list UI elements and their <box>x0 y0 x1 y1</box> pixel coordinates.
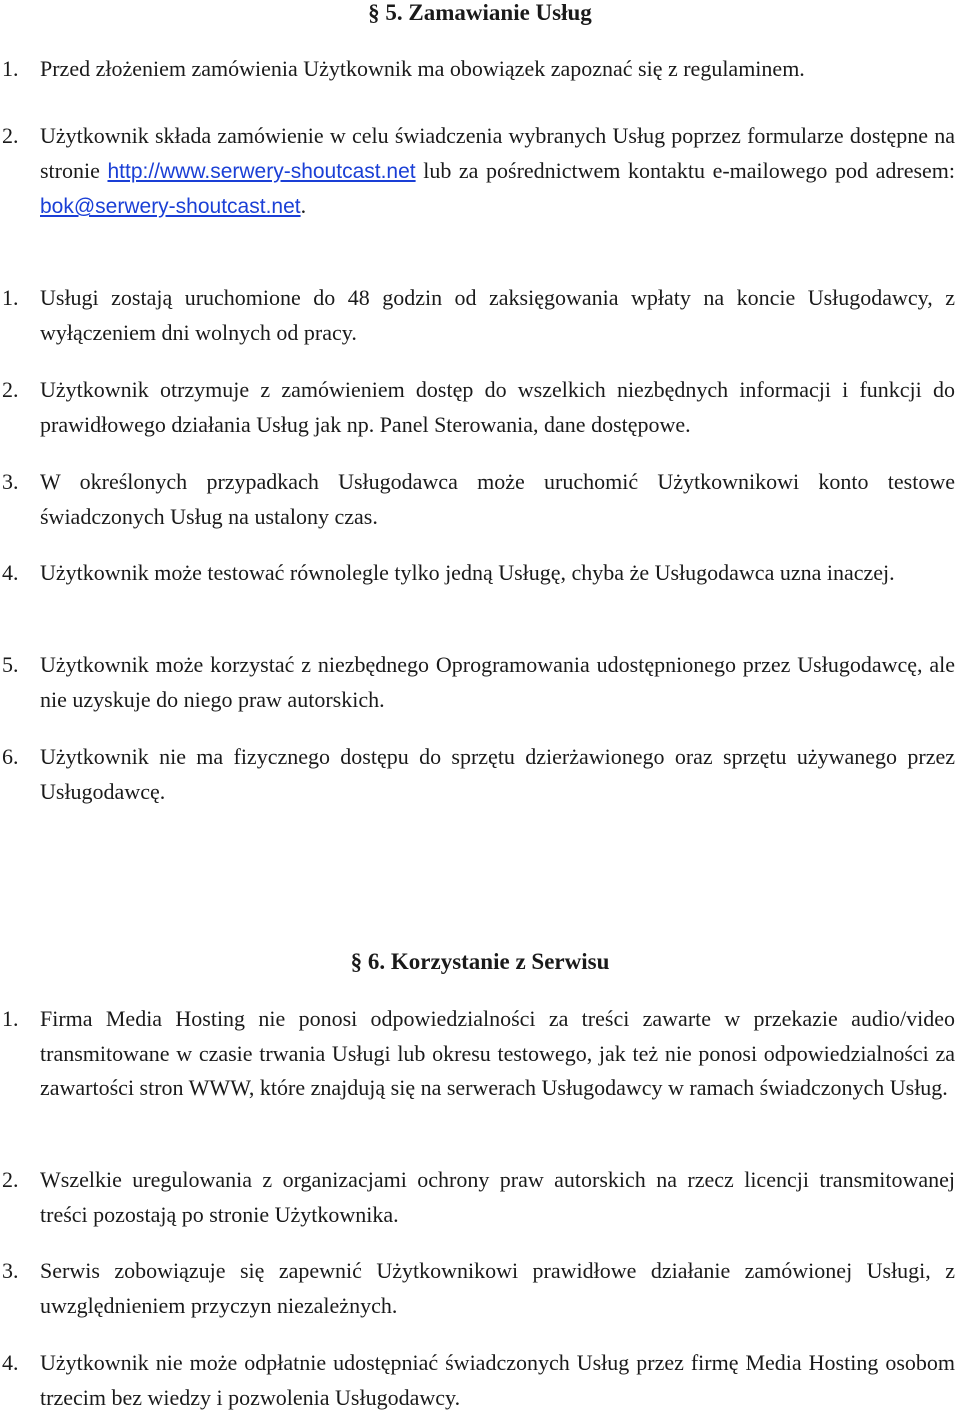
section-6-item-1 <box>0 1002 956 1106</box>
section-5-item-2 <box>0 119 956 225</box>
item-text: Użytkownik może korzystać z niezbędnego Oprogramowania udostępnionego przez Usługodawcę, ale nie uzyskuje do niego praw autorskich. <box>40 652 955 712</box>
item-number: 2. <box>2 123 19 148</box>
item-text-part: . <box>300 193 307 218</box>
section-6-item-4 <box>0 1346 956 1415</box>
section-5-title: § 5. Zamawianie Usług <box>368 0 592 25</box>
item-text: Użytkownik może testować równolegle tylko jedną Usługę, chyba że Usługodawca uzna inaczej. <box>40 560 895 585</box>
item-text: Przed złożeniem zamówienia Użytkownik ma obowiązek zapoznać się z regulaminem. <box>40 56 805 81</box>
item-number: 1. <box>2 285 19 310</box>
item-text: Użytkownik nie może odpłatnie udostępniać świadczonych Usług przez firmę Media Hosting osobom trzecim bez wiedzy i pozwolenia Usługodawcy. <box>40 1350 955 1410</box>
item-number: 2. <box>2 1167 19 1192</box>
section-5-item-5 <box>0 465 956 534</box>
section-5-item-1 <box>0 52 956 87</box>
website-link[interactable]: http://www.serwery-shoutcast.net <box>107 159 416 183</box>
section-5-item-6 <box>0 556 956 591</box>
item-text: Firma Media Hosting nie ponosi odpowiedzialności za treści zawarte w przekazie audio/video transmitowane w czasie trwania Usługi lub okresu testowego, jak też nie ponosi odpowiedzialności za zawartości stron WWW, które znajdują się na serwerach Usługodawcy w ramach świadczonych Usług. <box>40 1006 955 1100</box>
section-6-item-2 <box>0 1163 956 1232</box>
section-6-item-3 <box>0 1254 956 1323</box>
item-number: 1. <box>2 1006 19 1031</box>
item-number: 1. <box>2 56 19 81</box>
item-text: Serwis zobowiązuje się zapewnić Użytkownikowi prawidłowe działanie zamówionej Usługi, z uwzględnieniem przyczyn niezależnych. <box>40 1258 955 1318</box>
item-text-part: lub za pośrednictwem kontaktu e-mailowego pod adresem: <box>423 157 956 183</box>
item-number: 3. <box>2 1258 19 1283</box>
item-number: 6. <box>2 744 19 769</box>
item-text <box>40 119 955 225</box>
item-number: 4. <box>2 1350 19 1375</box>
item-text: Usługi zostają uruchomione do 48 godzin od zaksięgowania wpłaty na koncie Usługodawcy, z wyłączeniem dni wolnych od pracy. <box>40 285 955 345</box>
section-6-title: § 6. Korzystanie z Serwisu <box>350 949 610 974</box>
item-number: 4. <box>2 560 19 585</box>
section-5-item-4 <box>0 373 956 442</box>
email-link[interactable]: bok@serwery-shoutcast.net <box>40 195 301 218</box>
item-text: Użytkownik otrzymuje z zamówieniem dostęp do wszelkich niezbędnych informacji i funkcji do prawidłowego działania Usług jak np. Panel Sterowania, dane dostępowe. <box>40 377 955 437</box>
item-text: W określonych przypadkach Usługodawca może uruchomić Użytkownikowi konto testowe świadczonych Usług na ustalony czas. <box>40 469 955 529</box>
section-5-item-7 <box>0 648 956 717</box>
item-text-part: Użytkownik składa zamówienie w celu świadczenia wybranych Usług poprzez formularze dostępne na stronie <box>40 123 955 183</box>
item-text: Wszelkie uregulowania z organizacjami ochrony praw autorskich na rzecz licencji transmitowanej treści pozostają po stronie Użytkownika. <box>40 1167 955 1227</box>
item-number: 5. <box>2 652 19 677</box>
section-5-item-3 <box>0 281 956 350</box>
item-text: Użytkownik nie ma fizycznego dostępu do sprzętu dzierżawionego oraz sprzętu używanego przez Usługodawcę. <box>40 744 955 804</box>
section-5-item-8 <box>0 740 956 809</box>
item-number: 2. <box>2 377 19 402</box>
item-number: 3. <box>2 469 19 494</box>
